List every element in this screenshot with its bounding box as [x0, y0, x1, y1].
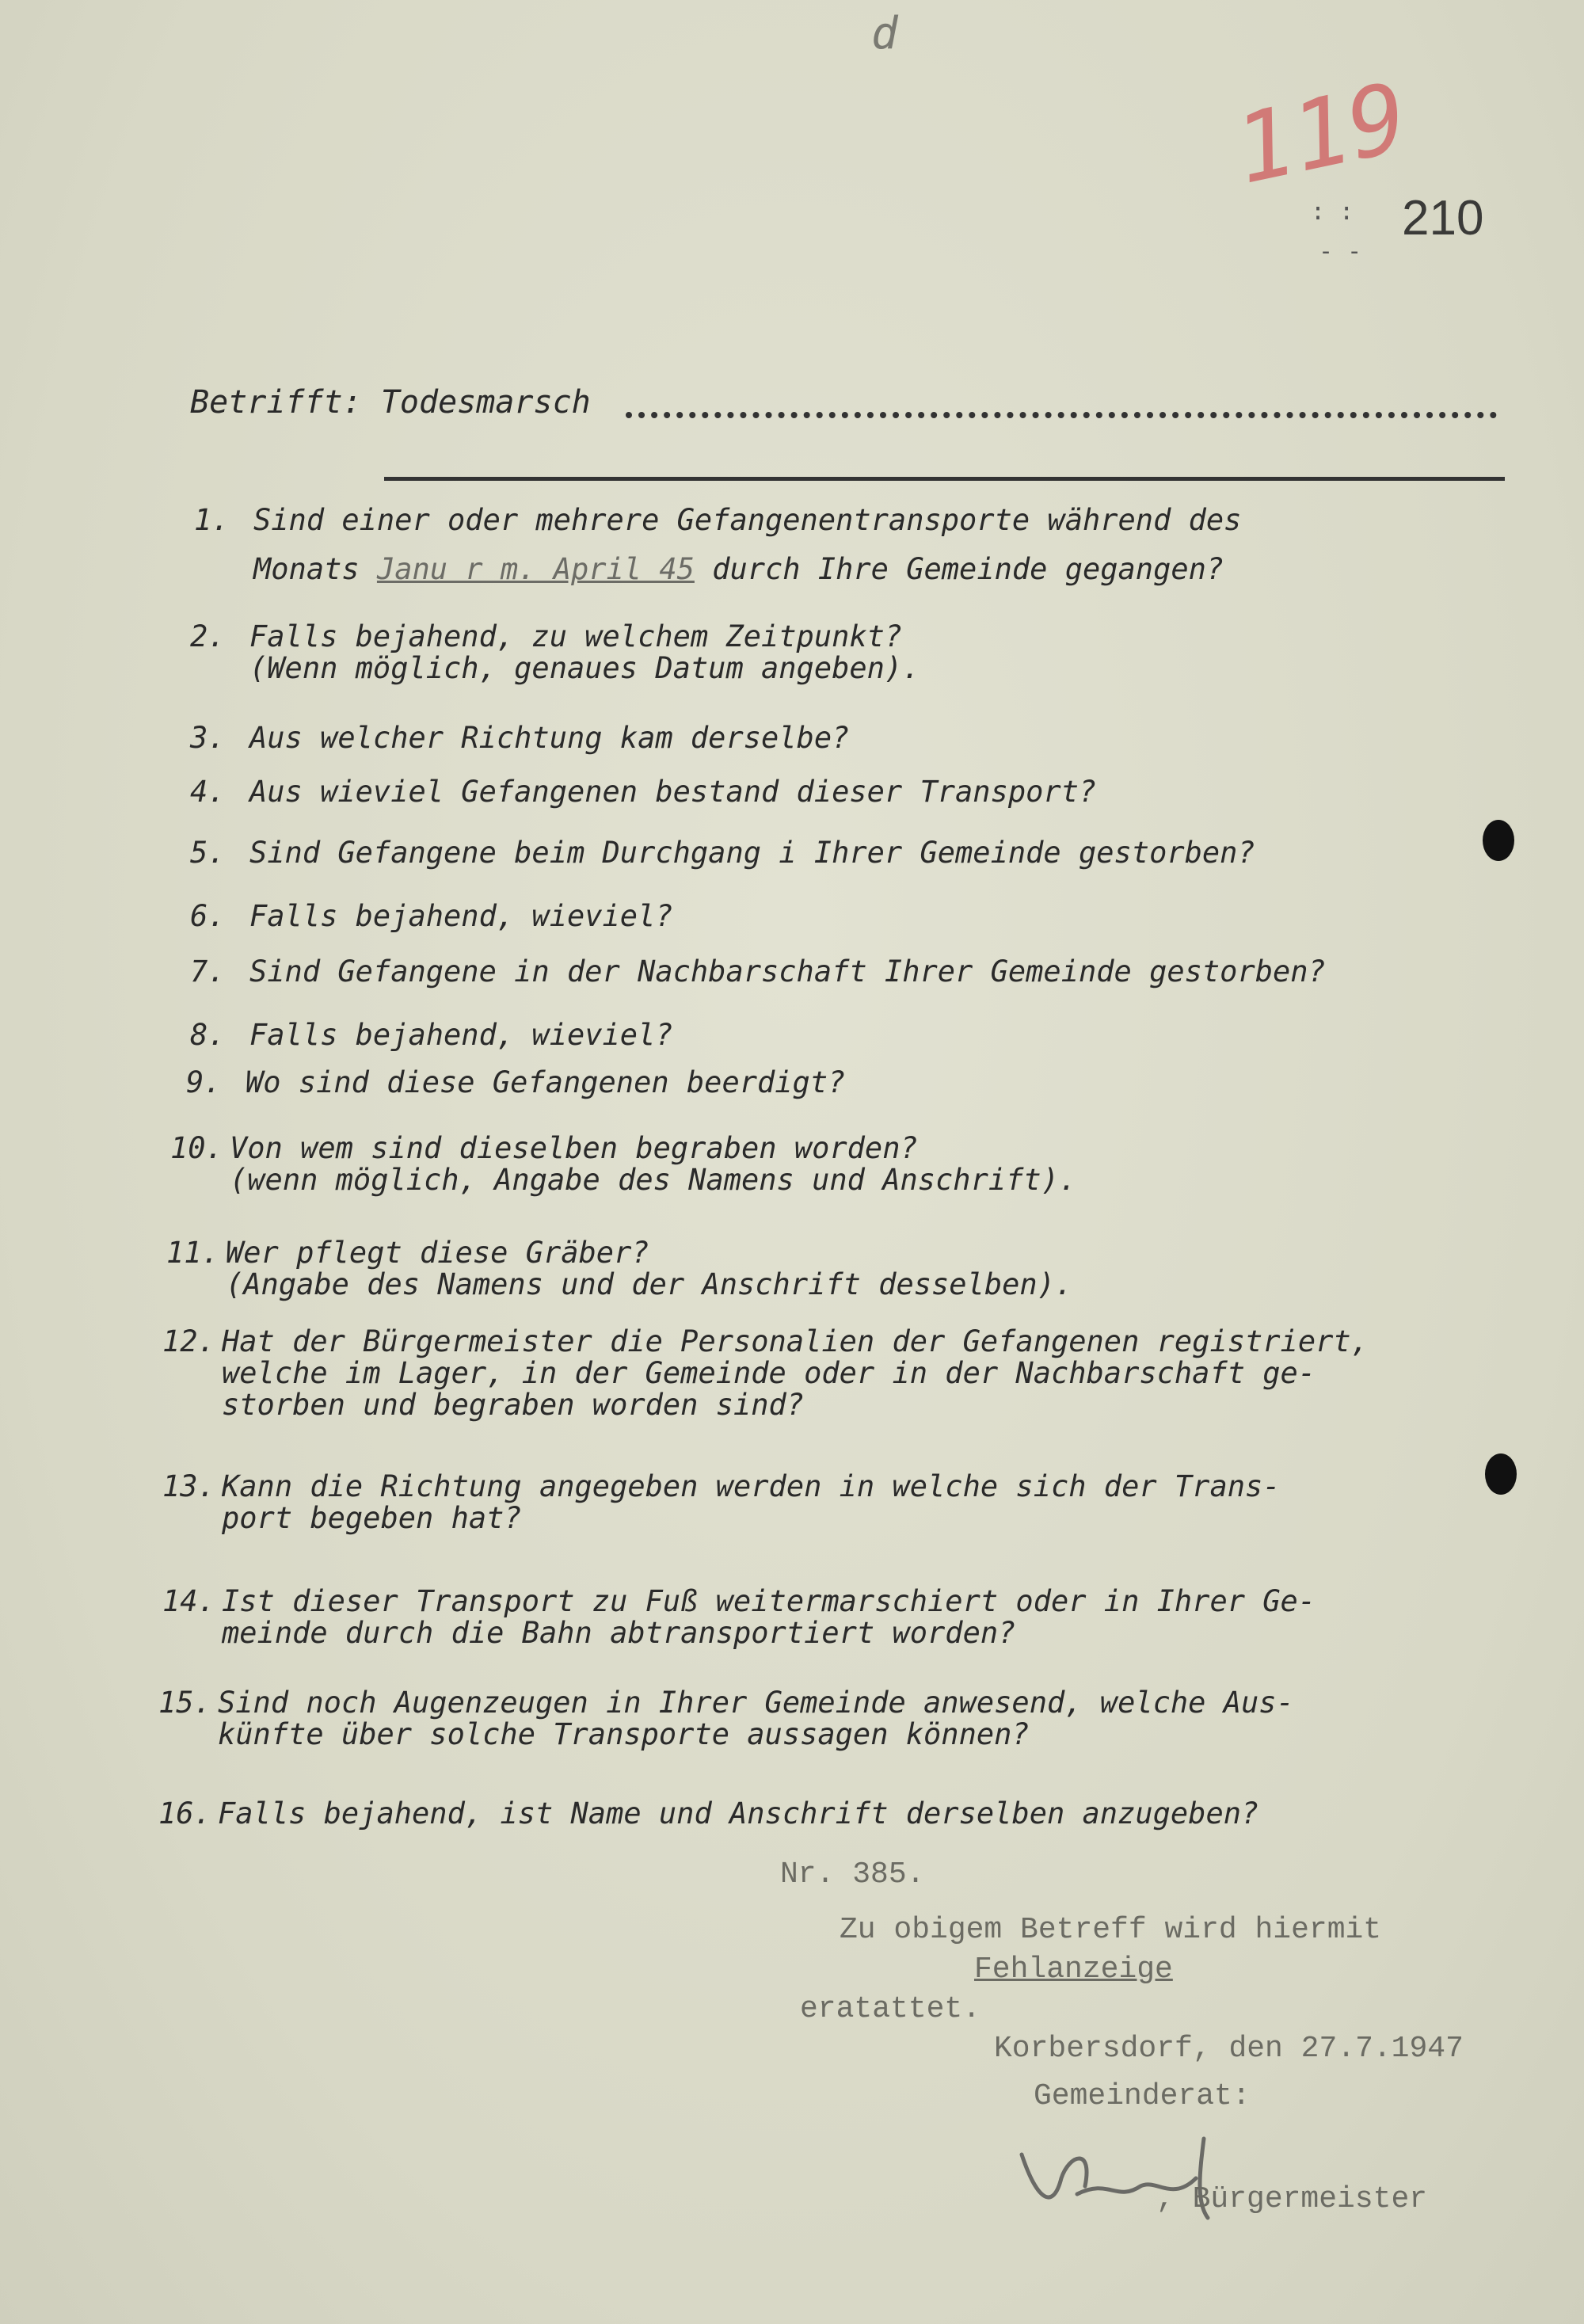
subject-value: Todesmarsch — [380, 384, 591, 421]
question-text: Sind einer oder mehrere Gefangenentransporte während des — [253, 503, 1242, 537]
stamp-dots: : : — [1311, 198, 1354, 226]
question-text-line2: (Wenn möglich, genaues Datum angeben). — [249, 651, 920, 685]
question-number: 8. — [190, 1018, 226, 1052]
question-number: 7. — [190, 954, 226, 989]
question-text: Falls bejahend, wieviel? — [249, 899, 673, 933]
punch-hole — [1483, 820, 1514, 861]
subject-line — [190, 384, 591, 421]
question-text-line2: welche im Lager, in der Gemeinde oder in der Nachbarschaft ge- — [222, 1356, 1316, 1390]
question-number: 13. — [162, 1469, 215, 1503]
question-number: 9. — [186, 1065, 222, 1099]
question-text-line2: (wenn möglich, Angabe des Namens und Anschrift). — [230, 1163, 1077, 1197]
question-text: Aus wieviel Gefangenen bestand dieser Transport? — [249, 775, 1097, 809]
months-prefix: Monats — [253, 552, 360, 586]
months-suffix: durch Ihre Gemeinde gegangen? — [712, 552, 1224, 586]
question-text: Sind Gefangene in der Nachbarschaft Ihrer Gemeinde gestorben? — [249, 954, 1326, 989]
red-archive-mark: 119 — [1225, 62, 1417, 207]
question-number: 11. — [166, 1236, 219, 1270]
question-text: Aus welcher Richtung kam derselbe? — [249, 721, 850, 755]
reply-council: Gemeinderat: — [1034, 2079, 1251, 2113]
question-text: Sind noch Augenzeugen in Ihrer Gemeinde anwesend, welche Aus- — [218, 1686, 1294, 1720]
page-number: 210 — [1402, 191, 1484, 246]
reply-line-1: Zu obigem Betreff wird hiermit — [840, 1913, 1382, 1947]
reply-place-date: Korbersdorf, den 27.7.1947 — [994, 2032, 1464, 2066]
question-text-line2 — [253, 552, 1224, 587]
question-text-line2: meinde durch die Bahn abtransportiert worden? — [222, 1616, 1016, 1650]
question-text: Wer pflegt diese Gräber? — [226, 1236, 649, 1270]
question-number: 15. — [158, 1686, 211, 1720]
question-number: 14. — [162, 1584, 215, 1618]
question-text-line2: (Angabe des Namens und der Anschrift desselben). — [226, 1267, 1073, 1301]
question-text: Falls bejahend, zu welchem Zeitpunkt? — [249, 619, 903, 653]
stamp-dash: - - — [1319, 238, 1362, 265]
question-text: Sind Gefangene beim Durchgang i Ihrer Gemeinde gestorben? — [249, 836, 1255, 870]
question-number: 12. — [162, 1324, 215, 1358]
handwritten-months: Janu r m. April 45 — [376, 552, 695, 586]
pencil-mark: d — [871, 8, 898, 59]
reply-line-3: eratattet. — [800, 1992, 981, 2026]
question-number: 16. — [158, 1796, 211, 1831]
question-number: 3. — [190, 721, 226, 755]
question-number: 6. — [190, 899, 226, 933]
question-text: Hat der Bürgermeister die Personalien der Gefangenen registriert, — [222, 1324, 1369, 1358]
punch-hole — [1485, 1453, 1517, 1495]
question-number: 2. — [190, 619, 226, 653]
question-text-line3: storben und begraben worden sind? — [222, 1388, 805, 1422]
signature-role: , Bürgermeister — [1156, 2182, 1428, 2216]
subject-underline — [384, 477, 1505, 481]
question-text: Ist dieser Transport zu Fuß weitermarschiert oder in Ihrer Ge- — [222, 1584, 1316, 1618]
question-number: 4. — [190, 775, 226, 809]
reply-number: Nr. 385. — [780, 1857, 925, 1892]
question-text: Von wem sind dieselben begraben worden? — [230, 1131, 918, 1165]
question-number: 10. — [170, 1131, 223, 1165]
subject-label: Betrifft: — [190, 384, 362, 421]
dotted-leader — [626, 396, 1497, 418]
question-text: Kann die Richtung angegeben werden in welche sich der Trans- — [222, 1469, 1281, 1503]
question-number: 1. — [194, 503, 230, 537]
question-number: 5. — [190, 836, 226, 870]
question-text: Wo sind diese Gefangenen beerdigt? — [246, 1065, 846, 1099]
question-text: Falls bejahend, ist Name und Anschrift derselben anzugeben? — [218, 1796, 1259, 1831]
question-text: Falls bejahend, wieviel? — [249, 1018, 673, 1052]
reply-fehlanzeige: Fehlanzeige — [974, 1953, 1173, 1987]
question-text-line2: künfte über solche Transporte aussagen können? — [218, 1717, 1030, 1751]
question-text-line2: port begeben hat? — [222, 1501, 522, 1535]
